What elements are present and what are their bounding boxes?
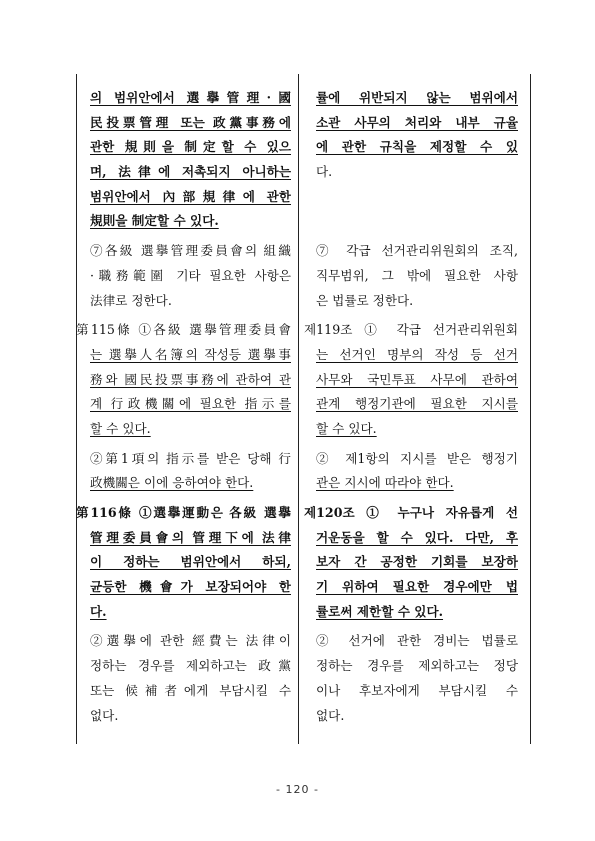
article-paragraph xyxy=(76,501,291,624)
line-text: 률에 위반되지 않는 범위에서 xyxy=(316,90,518,105)
text-line xyxy=(316,135,518,160)
line-text: ·職務範圍 기타 필요한 사항은 xyxy=(90,267,291,283)
line-text: 정하는 경우를 제외하고는 정당 xyxy=(316,658,518,674)
page-number: - 120 - xyxy=(276,783,319,796)
line-text: 第115條 ①各級 選擧管理委員會 xyxy=(76,322,291,338)
article-paragraph xyxy=(316,447,518,496)
line-text: 며, 法律에 저촉되지 아니하는 xyxy=(90,164,291,180)
text-line xyxy=(316,160,518,185)
line-text: 소관 사무의 처리와 내부 규율 xyxy=(316,114,518,130)
text-line xyxy=(90,239,291,264)
text-line xyxy=(90,447,291,472)
text-line xyxy=(316,392,518,417)
article-paragraph xyxy=(304,318,518,441)
text-line xyxy=(90,289,291,314)
text-line xyxy=(304,318,518,343)
line-text: 에 관한 규칙을 제정할 수 있 xyxy=(316,139,518,155)
line-text: 범위안에서 內部規律에 관한 xyxy=(90,188,291,204)
line-text: 은 법률로 정한다. xyxy=(316,292,414,308)
line-text: 없다. xyxy=(90,707,119,723)
left-column-old-text xyxy=(76,86,291,728)
right-border-line xyxy=(530,74,531,744)
line-text: 는 선거인 명부의 작성 등 선거 xyxy=(316,346,518,362)
text-line xyxy=(316,264,518,289)
text-line xyxy=(90,209,291,234)
text-line xyxy=(316,526,518,551)
text-line xyxy=(316,185,518,210)
text-line xyxy=(90,417,291,442)
line-text: 정하는 경우를 제외하고는 政黨 xyxy=(90,658,291,674)
line-text: 관한 規則을 制定할 수 있으 xyxy=(90,139,291,155)
article-paragraph xyxy=(316,629,518,728)
text-line xyxy=(90,600,291,625)
line-text: 는 選擧人名簿의 작성등 選擧事 xyxy=(90,346,291,362)
line-text: 관은 지시에 따라야 한다. xyxy=(316,475,454,491)
text-line xyxy=(90,526,291,551)
text-line xyxy=(76,318,291,343)
article-paragraph xyxy=(76,318,291,441)
text-line xyxy=(90,550,291,575)
left-border-line xyxy=(76,74,77,744)
text-line xyxy=(316,629,518,654)
text-line xyxy=(316,471,518,496)
line-text: 이나 후보자에게 부담시킬 수 xyxy=(316,682,518,698)
line-text: 政機關은 이에 응하여야 한다. xyxy=(90,475,254,491)
line-text: 률로써 제한할 수 있다. xyxy=(316,603,444,619)
text-line xyxy=(304,501,518,526)
line-text: 기 위하여 필요한 경우에만 법 xyxy=(316,579,518,595)
text-line xyxy=(90,343,291,368)
line-text: 또는 候補者에게 부담시킬 수 xyxy=(90,682,291,698)
line-text: 계 行政機關에 필요한 指示를 xyxy=(90,396,291,412)
text-line xyxy=(316,600,518,625)
line-text: ② 선거에 관한 경비는 법률로 xyxy=(316,633,518,649)
text-line xyxy=(316,209,518,234)
text-line xyxy=(316,86,518,111)
line-text: ②第1項의 指示를 받은 당해 行 xyxy=(90,450,291,466)
text-line xyxy=(316,550,518,575)
text-line xyxy=(316,368,518,393)
article-paragraph xyxy=(304,501,518,624)
line-text: 거운동을 할 수 있다. 다만, 후 xyxy=(316,529,518,545)
line-text: 사무와 국민투표 사무에 관하여 xyxy=(316,371,518,387)
article-paragraph xyxy=(90,86,291,234)
line-text: ②選擧에 관한 經費는 法律이 xyxy=(90,633,291,649)
line-text: 第116條 ①選擧運動은 各級 選擧 xyxy=(76,505,291,520)
article-paragraph xyxy=(90,239,291,313)
text-line xyxy=(90,160,291,185)
line-text: 보자 간 공정한 기회를 보장하 xyxy=(316,554,518,570)
text-line xyxy=(316,575,518,600)
line-text: 없다. xyxy=(316,707,345,723)
text-line xyxy=(90,135,291,160)
text-line xyxy=(90,704,291,729)
line-text: 規則을 制定할 수 있다. xyxy=(90,213,219,229)
line-text: 직무범위, 그 밖에 필요한 사항 xyxy=(316,267,518,283)
line-text: 제120조 ① 누구나 자유롭게 선 xyxy=(304,505,518,520)
line-text: 管理委員會의 管理下에 法律 xyxy=(90,529,291,545)
line-text: 民投票管理 또는 政黨事務에 xyxy=(90,114,291,130)
line-text: 균등한 機會가 보장되어야 한 xyxy=(90,579,291,595)
text-line xyxy=(90,654,291,679)
text-line xyxy=(90,86,291,111)
text-line xyxy=(90,185,291,210)
text-line xyxy=(316,654,518,679)
line-text: 할 수 있다. xyxy=(90,420,151,436)
text-line xyxy=(90,629,291,654)
text-line xyxy=(90,392,291,417)
text-line xyxy=(90,679,291,704)
line-text: 의 범위안에서 選擧管理·國 xyxy=(90,90,291,105)
text-line xyxy=(90,264,291,289)
article-paragraph xyxy=(90,447,291,496)
text-line xyxy=(90,575,291,600)
right-column-new-text xyxy=(304,86,518,728)
text-line xyxy=(316,417,518,442)
line-text: ⑦ 각급 선거관리위원회의 조직, xyxy=(316,243,518,259)
line-text: 관계 행정기관에 필요한 지시를 xyxy=(316,396,518,412)
text-line xyxy=(76,501,291,526)
text-line xyxy=(90,471,291,496)
line-text: 다. xyxy=(316,164,333,180)
line-text: 다. xyxy=(90,603,107,619)
text-line xyxy=(90,111,291,136)
line-text: 이 정하는 범위안에서 하되, xyxy=(90,554,291,570)
article-paragraph xyxy=(316,86,518,234)
line-text: ② 제1항의 지시를 받은 행정기 xyxy=(316,450,518,466)
text-line xyxy=(316,289,518,314)
article-paragraph xyxy=(90,629,291,728)
line-text: ⑦各級 選擧管理委員會의 組織 xyxy=(90,243,291,259)
text-line xyxy=(316,343,518,368)
text-line xyxy=(316,679,518,704)
line-text: 할 수 있다. xyxy=(316,420,377,436)
line-text: 제119조 ① 각급 선거관리위원회 xyxy=(304,322,518,338)
text-line xyxy=(316,111,518,136)
text-line xyxy=(316,447,518,472)
article-paragraph xyxy=(316,239,518,313)
line-text: 務와 國民投票事務에 관하여 관 xyxy=(90,371,291,387)
text-line xyxy=(90,368,291,393)
column-divider-line xyxy=(298,74,299,744)
line-text: 法律로 정한다. xyxy=(90,292,172,308)
text-line xyxy=(316,704,518,729)
text-line xyxy=(316,239,518,264)
